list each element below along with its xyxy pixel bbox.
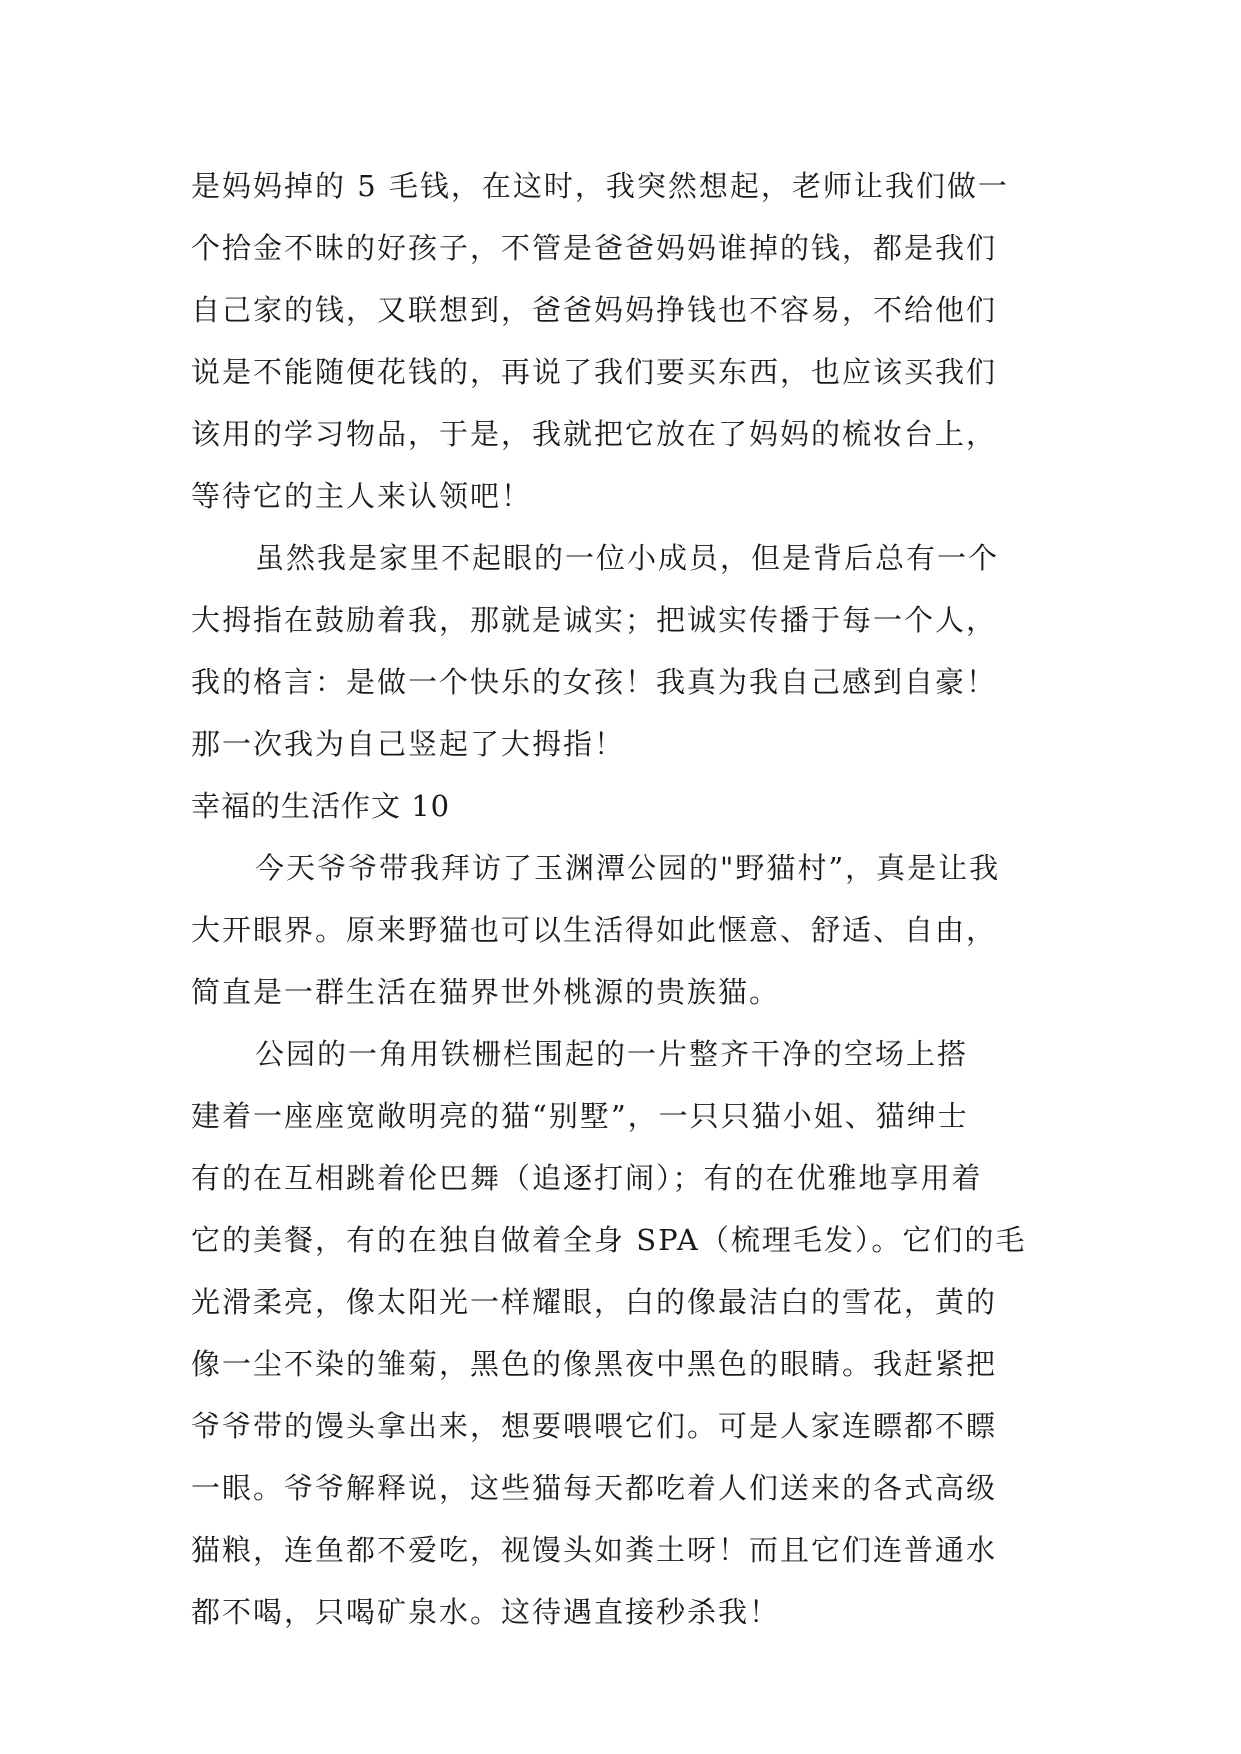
text-line: 是妈妈掉的 5 毛钱，在这时，我突然想起，老师让我们做一: [191, 169, 1009, 203]
text-line: 大开眼界。原来野猫也可以生活得如此惬意、舒适、自由，: [191, 913, 998, 947]
text-line: 今天爷爷带我拜访了玉渊潭公园的"野猫村”，真是让我: [255, 851, 1001, 885]
paragraph-3: [191, 837, 1056, 1023]
text-line: 猫粮，连鱼都不爱吃，视馒头如粪土呀！而且它们连普通水: [191, 1533, 998, 1567]
text-line: 都不喝，只喝矿泉水。这待遇直接秒杀我！: [191, 1595, 781, 1629]
text-line: 公园的一角用铁栅栏围起的一片整齐干净的空场上搭: [255, 1037, 969, 1071]
paragraph-1: [191, 155, 1056, 527]
text-line: 个拾金不昧的好孩子，不管是爸爸妈妈谁掉的钱，都是我们: [191, 231, 998, 265]
text-line: 简直是一群生活在猫界世外桃源的贵族猫。: [191, 975, 781, 1009]
text-line: 虽然我是家里不起眼的一位小成员，但是背后总有一个: [255, 541, 1000, 575]
section-heading: 幸福的生活作文 10: [191, 789, 451, 823]
document-page: [191, 155, 1056, 1643]
paragraph-4: [191, 1023, 1056, 1643]
text-line: 光滑柔亮，像太阳光一样耀眼，白的像最洁白的雪花，黄的: [191, 1285, 998, 1319]
text-line: 自己家的钱，又联想到，爸爸妈妈挣钱也不容易，不给他们: [191, 293, 998, 327]
text-line: 爷爷带的馒头拿出来，想要喂喂它们。可是人家连瞟都不瞟: [191, 1409, 998, 1443]
text-line: 它的美餐，有的在独自做着全身 SPA（梳理毛发）。它们的毛: [191, 1223, 1027, 1257]
text-line: 说是不能随便花钱的，再说了我们要买东西，也应该买我们: [191, 355, 998, 389]
text-line: 大拇指在鼓励着我，那就是诚实；把诚实传播于每一个人，: [191, 603, 998, 637]
text-line: 像一尘不染的雏菊，黑色的像黑夜中黑色的眼睛。我赶紧把: [191, 1347, 998, 1381]
text-line: 建着一座座宽敞明亮的猫“别墅”，一只只猫小姐、猫绅士: [191, 1099, 969, 1133]
text-line: 有的在互相跳着伦巴舞（追逐打闹）；有的在优雅地享用着: [191, 1161, 983, 1195]
text-line: 等待它的主人来认领吧！: [191, 479, 533, 513]
text-line: 我的格言：是做一个快乐的女孩！我真为我自己感到自豪！: [191, 665, 998, 699]
text-line: 该用的学习物品，于是，我就把它放在了妈妈的梳妆台上，: [191, 417, 998, 451]
text-line: 那一次我为自己竖起了大拇指！: [191, 727, 626, 761]
paragraph-2: [191, 527, 1056, 775]
text-line: 一眼。爷爷解释说，这些猫每天都吃着人们送来的各式高级: [191, 1471, 998, 1505]
